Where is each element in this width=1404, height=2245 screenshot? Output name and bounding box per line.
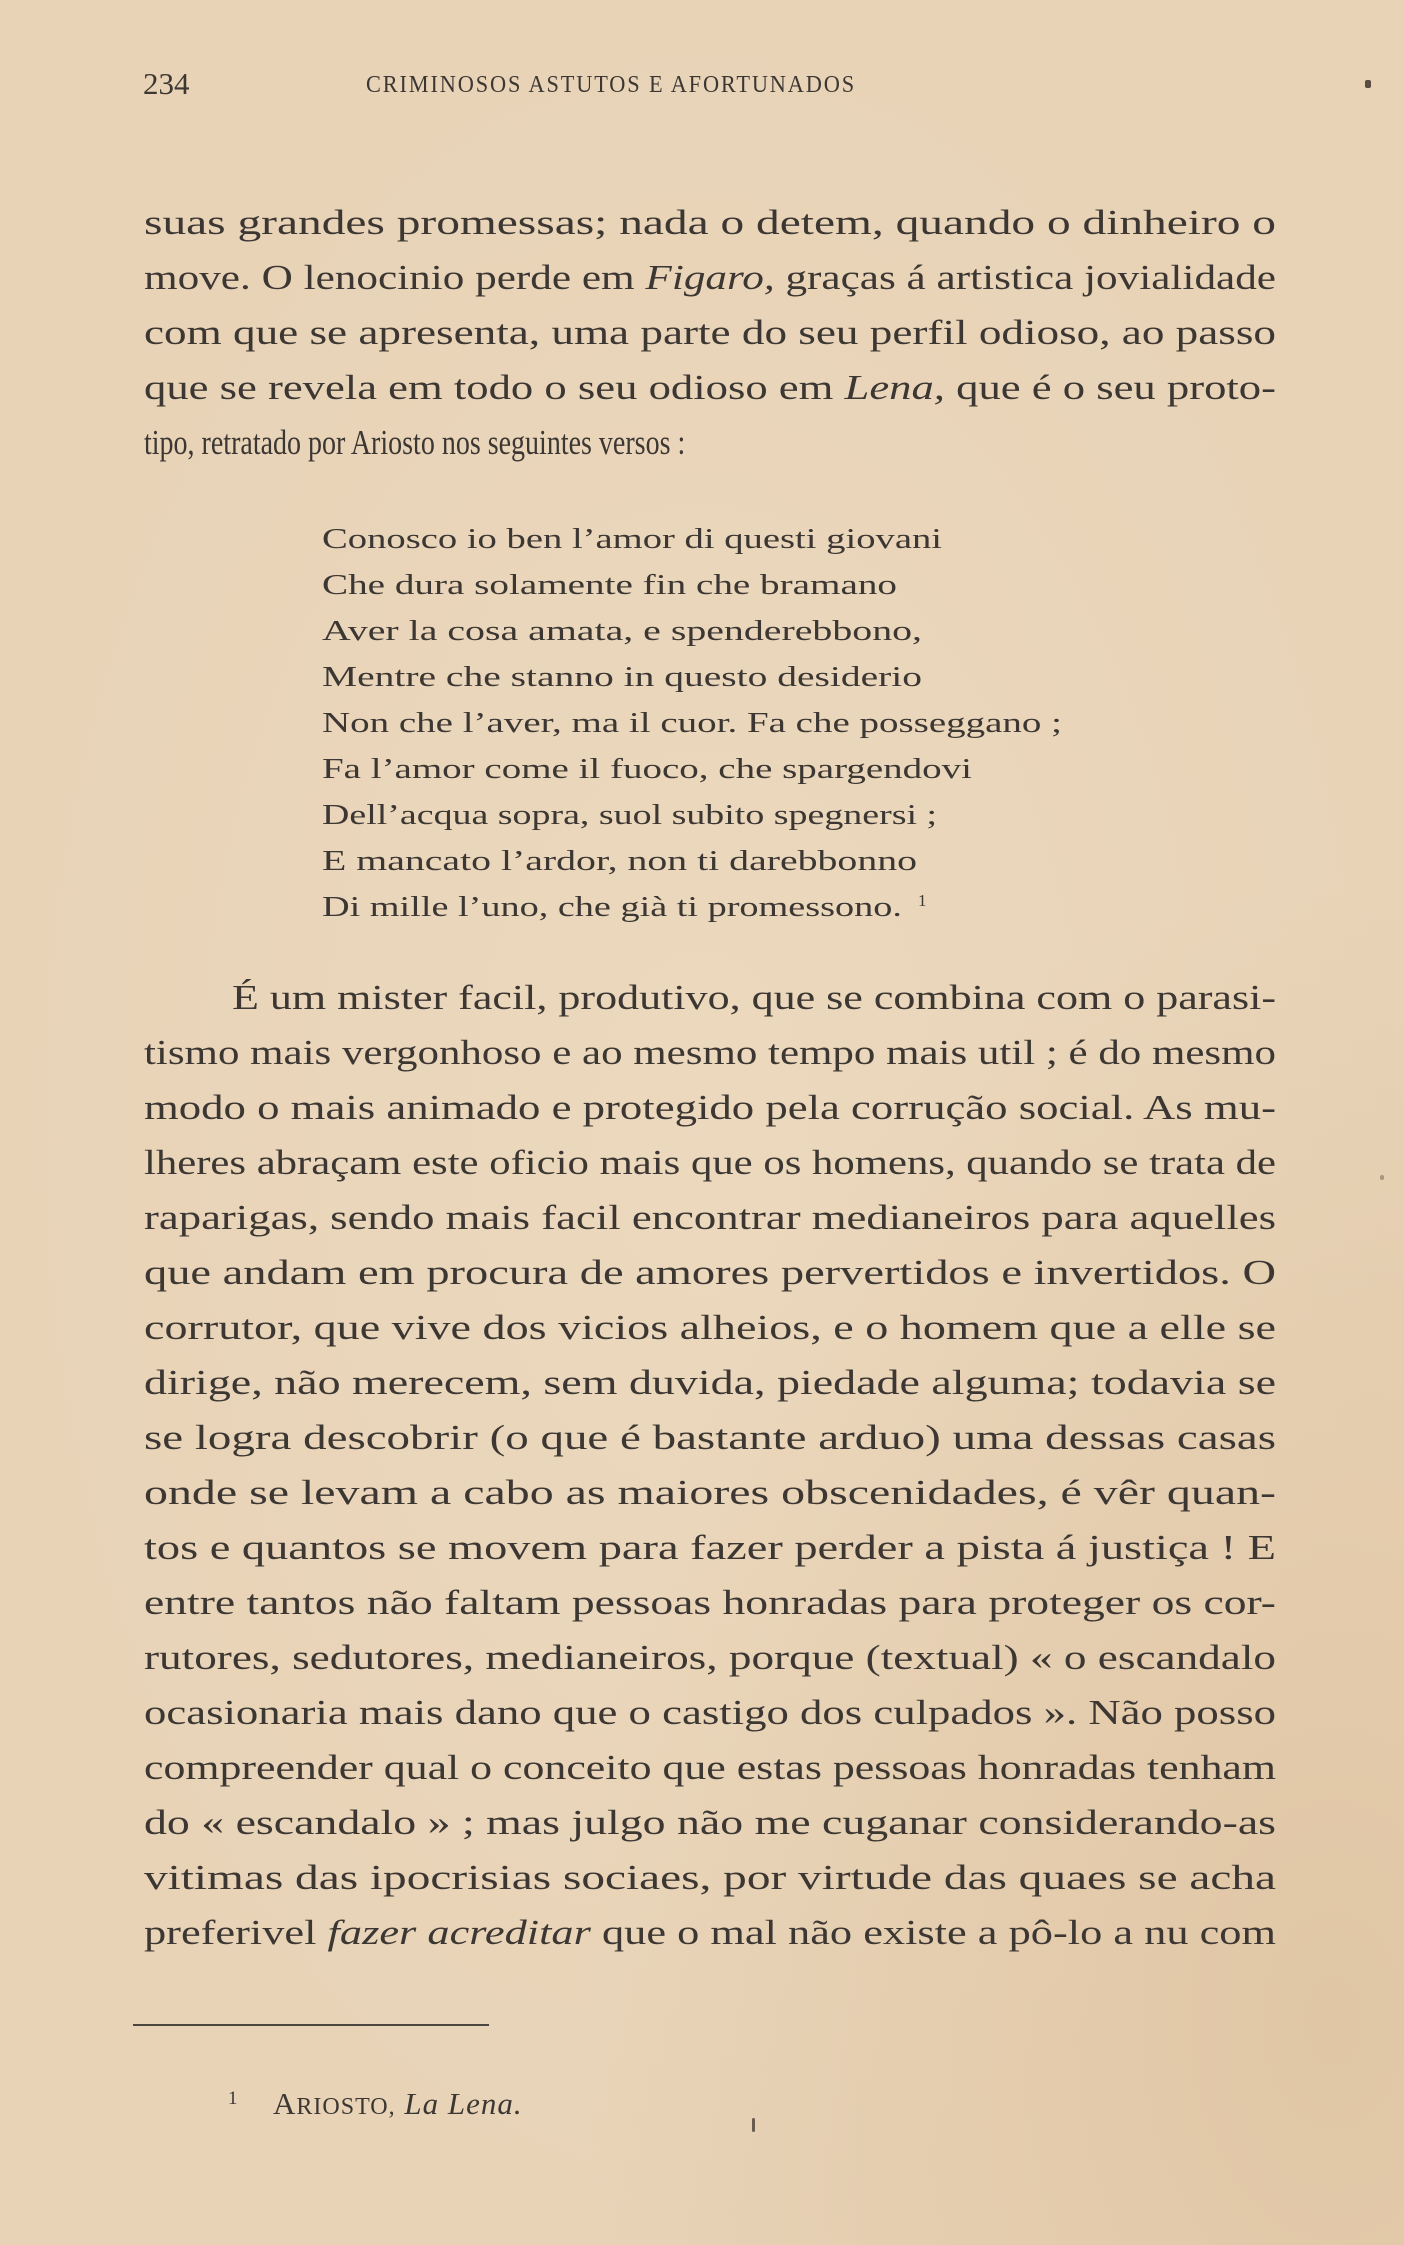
footnote-reference[interactable]: 1 [918, 891, 927, 910]
text-line [144, 1858, 1276, 1898]
text-run: raparigas, sendo mais facil encontrar medianeiros para aquelles [144, 1198, 1276, 1237]
text-line [144, 1693, 1276, 1733]
verse-line [322, 798, 937, 832]
text-line [144, 1473, 1276, 1513]
text-run: entre tantos não faltam pessoas honradas para proteger os cor- [144, 1583, 1276, 1622]
text-run: ocasionaria mais dano que o castigo dos culpados ». Não posso [144, 1693, 1276, 1732]
verse-text: Aver la cosa amata, e spenderebbono, [322, 615, 922, 647]
text-run: vitimas das ipocrisias sociaes, por virtude das quaes se acha [144, 1858, 1276, 1897]
text-line [144, 1253, 1276, 1293]
text-line-content [144, 1693, 1276, 1733]
footnote-author-initial: A [273, 2086, 297, 2121]
ink-speck [1365, 80, 1371, 88]
text-line [144, 1088, 1276, 1128]
verse-text: Non che l’aver, ma il cuor. Fa che posseggano ; [322, 707, 1062, 739]
text-line-content [144, 1913, 1276, 1953]
text-line [144, 368, 1276, 408]
text-run: tos e quantos se movem para fazer perder a pista á justiça ! E [144, 1528, 1276, 1567]
footnote-author-rest: RIOSTO, [296, 2094, 396, 2120]
running-title: CRIMINOSOS ASTUTOS E AFORTUNADOS [366, 72, 856, 98]
text-run: que o mal não existe a pô-lo a nu com [590, 1913, 1276, 1952]
text-run: que andam em procura de amores pervertidos e invertidos. O [144, 1253, 1276, 1292]
verse-line-text [322, 752, 972, 786]
text-line [144, 313, 1276, 353]
verse-line [322, 660, 922, 694]
verse-text: Fa l’amor come il fuoco, che spargendovi [322, 753, 972, 785]
verse-line-text [322, 660, 922, 694]
text-line [144, 203, 1276, 243]
text-line [144, 1528, 1276, 1568]
verse-text: Che dura solamente fin che bramano [322, 569, 897, 601]
text-line [144, 1913, 1276, 1953]
verse-line [322, 522, 942, 556]
text-line [144, 258, 1276, 298]
ink-speck [1380, 1175, 1384, 1180]
text-line-content [144, 1308, 1276, 1348]
text-run: modo o mais animado e protegido pela corrução social. As mu- [144, 1088, 1276, 1127]
verse-line-text [322, 798, 937, 832]
italic-text-run: fazer acreditar [327, 1913, 591, 1952]
verse-line-text [322, 706, 1062, 740]
text-line-content [144, 423, 685, 463]
text-line-content [144, 258, 1276, 298]
text-line [144, 1418, 1276, 1458]
text-line-content [144, 1253, 1276, 1293]
verse-line [322, 706, 1062, 740]
text-line-content [144, 1143, 1276, 1183]
text-line [144, 423, 1276, 463]
text-run: dirige, não merecem, sem duvida, piedade alguma; todavia se [144, 1363, 1276, 1402]
running-header [143, 66, 1383, 106]
footnote-work-title: La Lena. [404, 2086, 523, 2121]
verse-text: Dell’acqua sopra, suol subito spegnersi ; [322, 799, 937, 831]
text-run: tismo mais vergonhoso e ao mesmo tempo mais util ; é do mesmo [144, 1033, 1276, 1072]
text-line [144, 1363, 1276, 1403]
verse-line [322, 890, 927, 924]
page-number: 234 [143, 66, 190, 101]
text-line-content [144, 1473, 1276, 1513]
ink-speck [752, 2118, 755, 2132]
text-run: preferivel [144, 1913, 328, 1952]
text-run: se logra descobrir (o que é bastante arduo) uma dessas casas [144, 1418, 1276, 1457]
text-run: com que se apresenta, uma parte do seu perfil odioso, ao passo [144, 313, 1276, 352]
text-line-content [144, 1418, 1276, 1458]
text-run: rutores, sedutores, medianeiros, porque (textual) « o escandalo [144, 1638, 1276, 1677]
verse-line-text [322, 844, 917, 878]
text-line [144, 1198, 1276, 1238]
verse-text: Mentre che stanno in questo desiderio [322, 661, 922, 693]
text-line [144, 1638, 1276, 1678]
verse-line [322, 844, 917, 878]
footnote-number: 1 [228, 2088, 238, 2109]
verse-text: Conosco io ben l’amor di questi giovani [322, 523, 942, 555]
text-line-content [144, 1858, 1276, 1898]
text-line-content [144, 1088, 1276, 1128]
verse-line [322, 752, 972, 786]
text-run: compreender qual o conceito que estas pessoas honradas tenham [144, 1748, 1276, 1787]
text-run: corrutor, que vive dos vicios alheios, e o homem que a elle se [144, 1308, 1276, 1347]
text-line-content [144, 203, 1276, 243]
text-line [144, 1583, 1276, 1623]
verse-line [322, 568, 897, 602]
italic-text-run: Lena, [844, 368, 945, 407]
text-run: suas grandes promessas; nada o detem, quando o dinheiro o [144, 203, 1276, 242]
text-line [144, 1143, 1276, 1183]
text-run: É um mister facil, produtivo, que se combina com o parasi- [232, 978, 1276, 1017]
text-line-content [144, 368, 1276, 408]
text-line [144, 1308, 1276, 1348]
text-line-content [144, 1803, 1276, 1843]
text-run: que é o seu proto- [944, 368, 1276, 407]
text-line-content [144, 1583, 1276, 1623]
text-line-content [144, 1033, 1276, 1073]
text-run: onde se levam a cabo as maiores obscenidades, é vêr quan- [144, 1473, 1276, 1512]
text-run: move. O lenocinio perde em [144, 258, 646, 297]
text-line-content [144, 313, 1276, 353]
footnote-author [273, 2086, 523, 2122]
verse-line-text [322, 890, 902, 924]
verse-line-text [322, 568, 897, 602]
text-run: que se revela em todo o seu odioso em [144, 368, 845, 407]
text-line-content [144, 1748, 1276, 1788]
text-line [232, 978, 1276, 1018]
verse-line [322, 614, 922, 648]
verse-line-text [322, 522, 942, 556]
text-line-content [144, 1638, 1276, 1678]
text-run: graças á artistica jovialidade [774, 258, 1276, 297]
footnote-rule [133, 2024, 489, 2026]
text-line-content [144, 1363, 1276, 1403]
text-line-content [232, 978, 1276, 1018]
text-line [144, 1033, 1276, 1073]
verse-line-text [322, 614, 922, 648]
italic-text-run: Figaro, [645, 258, 775, 297]
text-run: lheres abraçam este oficio mais que os homens, quando se trata de [144, 1143, 1276, 1182]
text-run: tipo, retratado por Ariosto nos seguintes versos : [144, 423, 686, 462]
text-run: do « escandalo » ; mas julgo não me cuganar considerando-as [144, 1803, 1276, 1842]
verse-text: Di mille l’uno, che già ti promessono. [322, 891, 902, 923]
verse-text: E mancato l’ardor, non ti darebbonno [322, 845, 917, 877]
text-line-content [144, 1528, 1276, 1568]
text-line-content [144, 1198, 1276, 1238]
text-line [144, 1803, 1276, 1843]
text-line [144, 1748, 1276, 1788]
